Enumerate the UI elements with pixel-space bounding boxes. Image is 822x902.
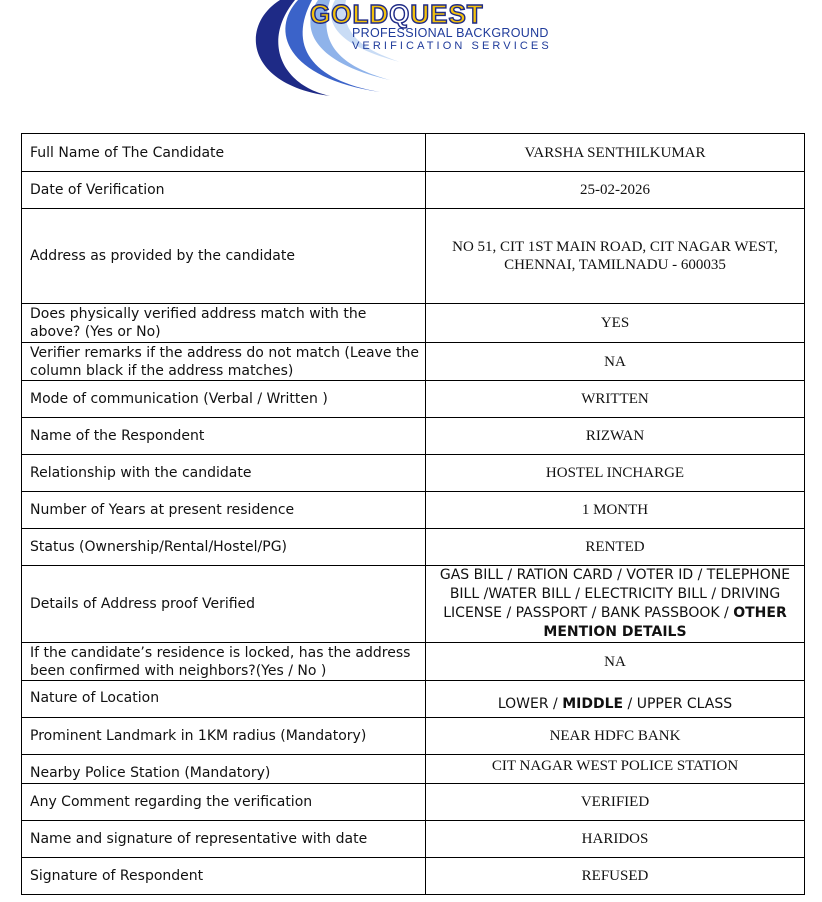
- logo-tagline-1: PROFESSIONAL BACKGROUND: [352, 26, 549, 40]
- row-value: HOSTEL INCHARGE: [426, 455, 805, 492]
- row-label: Full Name of The Candidate: [22, 134, 426, 172]
- location-option-upper: / UPPER CLASS: [623, 696, 733, 712]
- row-value: NEAR HDFC BANK: [426, 718, 805, 755]
- row-value: 1 MONTH: [426, 492, 805, 529]
- logo-wordmark: GOLDQUEST: [310, 0, 484, 29]
- row-label: Mode of communication (Verbal / Written ): [22, 381, 426, 418]
- row-value: WRITTEN: [426, 381, 805, 418]
- row-label: Nature of Location: [22, 681, 426, 718]
- table-row: [22, 492, 805, 529]
- row-value: HARIDOS: [426, 821, 805, 858]
- row-label: Details of Address proof Verified: [22, 566, 426, 643]
- row-label: Relationship with the candidate: [22, 455, 426, 492]
- row-label: Number of Years at present residence: [22, 492, 426, 529]
- table-row: [22, 304, 805, 343]
- location-class-options: [426, 681, 805, 718]
- table-row: [22, 643, 805, 681]
- address-proof-options: [426, 566, 805, 643]
- table-row: [22, 172, 805, 209]
- table-row: [22, 784, 805, 821]
- row-value: NA: [426, 343, 805, 381]
- table-row: [22, 821, 805, 858]
- row-label: Address as provided by the candidate: [22, 209, 426, 304]
- address-proof-selected: OTHER MENTION DETAILS: [543, 605, 787, 640]
- row-label: Any Comment regarding the verification: [22, 784, 426, 821]
- address-proof-list: GAS BILL / RATION CARD / VOTER ID / TELEPHONE BILL /WATER BILL / ELECTRICITY BILL / DRIVING LICENSE / PASSPORT / BANK PASSBOOK /: [439, 567, 791, 621]
- row-value: NA: [426, 643, 805, 681]
- table-row: [22, 134, 805, 172]
- row-value: REFUSED: [426, 858, 805, 895]
- location-option-lower: LOWER /: [497, 696, 563, 712]
- table-row: [22, 681, 805, 718]
- table-row: [22, 343, 805, 381]
- row-value: RIZWAN: [426, 418, 805, 455]
- verification-table: [21, 133, 805, 895]
- row-value: 25-02-2026: [426, 172, 805, 209]
- table-row: [22, 755, 805, 784]
- row-label: Nearby Police Station (Mandatory): [22, 755, 426, 784]
- table-row: [22, 455, 805, 492]
- row-label: Date of Verification: [22, 172, 426, 209]
- row-label: Verifier remarks if the address do not match (Leave the column black if the address matches): [22, 343, 426, 381]
- table-row: [22, 381, 805, 418]
- row-label: Name and signature of representative with date: [22, 821, 426, 858]
- row-value: NO 51, CIT 1ST MAIN ROAD, CIT NAGAR WEST, CHENNAI, TAMILNADU - 600035: [426, 209, 805, 304]
- row-value: YES: [426, 304, 805, 343]
- table-row: [22, 858, 805, 895]
- table-row: [22, 209, 805, 304]
- row-label: Status (Ownership/Rental/Hostel/PG): [22, 529, 426, 566]
- row-label: If the candidate’s residence is locked, has the address been confirmed with neighbors?(Yes / No ): [22, 643, 426, 681]
- row-label: Prominent Landmark in 1KM radius (Mandatory): [22, 718, 426, 755]
- row-label: Name of the Respondent: [22, 418, 426, 455]
- row-label: Does physically verified address match with the above? (Yes or No): [22, 304, 426, 343]
- table-row: [22, 566, 805, 643]
- row-value: RENTED: [426, 529, 805, 566]
- table-row: [22, 718, 805, 755]
- table-row: [22, 529, 805, 566]
- company-logo: [240, 0, 600, 100]
- row-value: VARSHA SENTHILKUMAR: [426, 134, 805, 172]
- logo-tagline-2: VERIFICATION SERVICES: [352, 40, 552, 52]
- row-value: CIT NAGAR WEST POLICE STATION: [426, 755, 805, 784]
- row-label: Signature of Respondent: [22, 858, 426, 895]
- row-value: VERIFIED: [426, 784, 805, 821]
- table-row: [22, 418, 805, 455]
- location-option-selected: MIDDLE: [562, 696, 624, 712]
